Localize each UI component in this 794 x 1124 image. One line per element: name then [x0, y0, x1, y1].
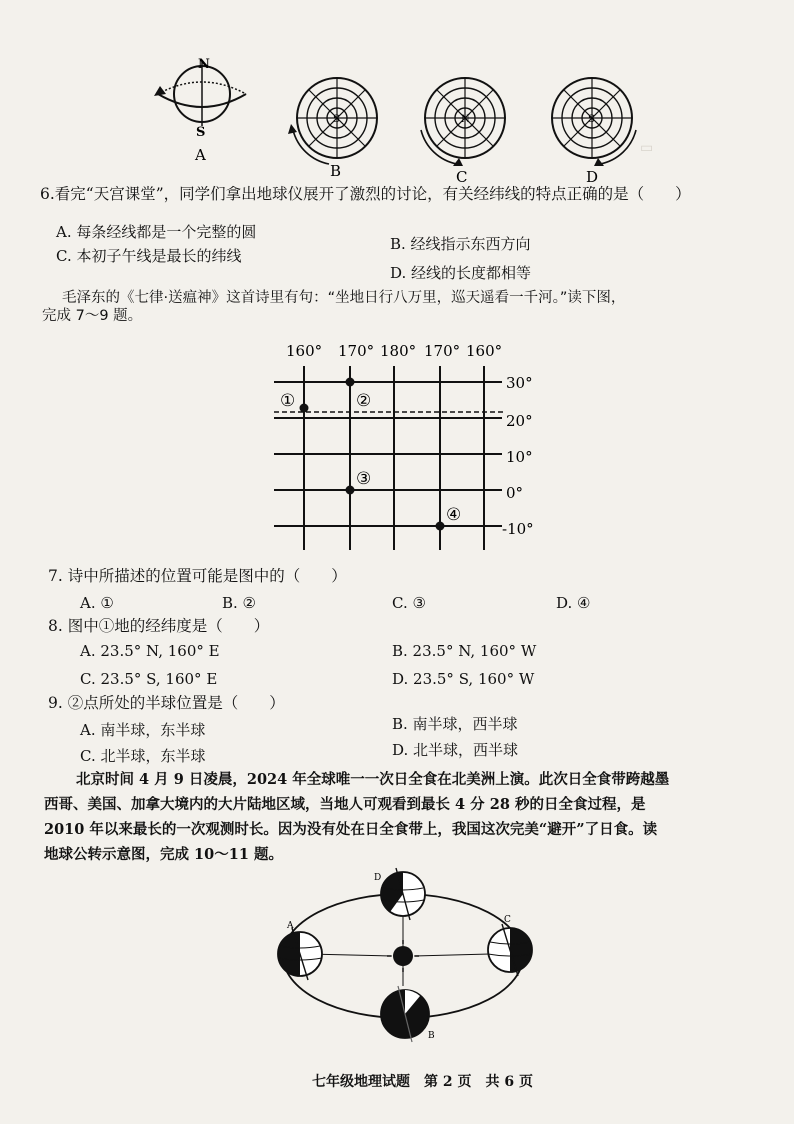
svg-text:S: S — [588, 114, 595, 125]
north-label: N — [198, 57, 210, 72]
lat-label-20: 20° — [506, 412, 533, 430]
lat-label-0: 0° — [506, 484, 524, 502]
orbit-label-c: C — [504, 915, 511, 925]
lon-label-160w: 160° — [466, 342, 503, 360]
orbit-label-b: B — [428, 1031, 435, 1041]
q7-option-c: C. ③ — [392, 594, 426, 612]
lat-long-grid — [270, 338, 540, 558]
orbit-label-a: A — [287, 921, 294, 931]
globe-position-c — [488, 924, 532, 976]
point-2-label: ② — [356, 391, 372, 411]
q9-option-b: B. 南半球，西半球 — [392, 715, 518, 733]
polar-globe-d — [552, 78, 636, 166]
q9-option-a: A. 南半球，东半球 — [80, 721, 206, 739]
globe-position-a — [278, 928, 322, 980]
lat-label-30: 30° — [506, 374, 533, 392]
q6-option-a: A. 每条经线都是一个完整的圆 — [56, 223, 257, 241]
globe-position-d — [381, 868, 425, 920]
intro-10-11-line3: 2010 年以来最长的一次观测时长。因为没有处在日全食带上，我国这次完美“避开”了日食。读 — [44, 821, 658, 838]
q9-option-c: C. 北半球，东半球 — [80, 747, 206, 765]
q7-option-b: B. ② — [222, 594, 257, 612]
q6-option-b: B. 经线指示东西方向 — [390, 235, 531, 253]
point-3-label: ③ — [356, 469, 372, 489]
q7-option-d: D. ④ — [556, 594, 591, 612]
lon-label-170w: 170° — [424, 342, 461, 360]
lon-label-160e: 160° — [286, 342, 323, 360]
q8-stem: 8. 图中①地的经纬度是（ ） — [48, 617, 270, 635]
q8-option-c: C. 23.5° S, 160° E — [80, 670, 218, 688]
orbit-label-d: D — [374, 873, 382, 883]
point-4-label: ④ — [446, 505, 462, 525]
intro-10-11-line4: 地球公转示意图，完成 10～11 题。 — [44, 846, 283, 863]
bleed-through-marks: ▭ — [640, 140, 654, 156]
polar-globe-b — [288, 78, 377, 164]
figure-label-d: D — [586, 168, 599, 186]
intro-10-11-line1: 北京时间 4 月 9 日凌晨，2024 年全球唯一一次日全食在北美洲上演。此次日全食带跨越墨 — [76, 771, 670, 788]
lat-label-minus10: -10° — [502, 520, 534, 538]
point-1-label: ① — [280, 391, 296, 411]
svg-text:S: S — [333, 114, 340, 125]
lon-label-170e: 170° — [338, 342, 375, 360]
intro-10-11-line2: 西哥、美国、加拿大境内的大片陆地区域，当地人可观看到最长 4 分 28 秒的日全食过程，是 — [44, 796, 646, 813]
page-footer: 七年级地理试题 第 2 页 共 6 页 — [312, 1074, 533, 1090]
figure-label-a: A — [195, 146, 206, 164]
q6-stem: 6.看完“天宫课堂”，同学们拿出地球仪展开了激烈的讨论，有关经纬线的特点正确的是（ ） — [40, 185, 691, 203]
earth-rotation-figure — [140, 50, 660, 188]
lon-label-180: 180° — [380, 342, 417, 360]
intro-7-9-line2: 完成 7～9 题。 — [42, 308, 143, 324]
lat-label-10: 10° — [506, 448, 533, 466]
earth-revolution-figure — [270, 862, 550, 1052]
intro-7-9-line1: 毛泽东的《七律·送瘟神》这首诗里有句：“坐地日行八万里，巡天遥看一千河。”读下图， — [62, 290, 626, 306]
q8-option-d: D. 23.5° S, 160° W — [392, 670, 535, 688]
q9-stem: 9. ②点所处的半球位置是（ ） — [48, 694, 285, 712]
q8-option-a: A. 23.5° N, 160° E — [80, 642, 220, 660]
q7-stem: 7. 诗中所描述的位置可能是图中的（ ） — [48, 567, 347, 585]
figure-label-c: C — [456, 168, 468, 186]
q6-option-c: C. 本初子午线是最长的纬线 — [56, 247, 242, 265]
q9-option-d: D. 北半球，西半球 — [392, 741, 519, 759]
q7-option-a: A. ① — [80, 594, 114, 612]
q8-option-b: B. 23.5° N, 160° W — [392, 642, 537, 660]
figure-label-b: B — [330, 162, 342, 180]
globe-position-b — [381, 986, 429, 1042]
q6-option-d: D. 经线的长度都相等 — [390, 264, 532, 282]
polar-globe-c — [421, 78, 505, 166]
svg-text:N: N — [461, 114, 470, 125]
south-label: S — [196, 125, 206, 140]
